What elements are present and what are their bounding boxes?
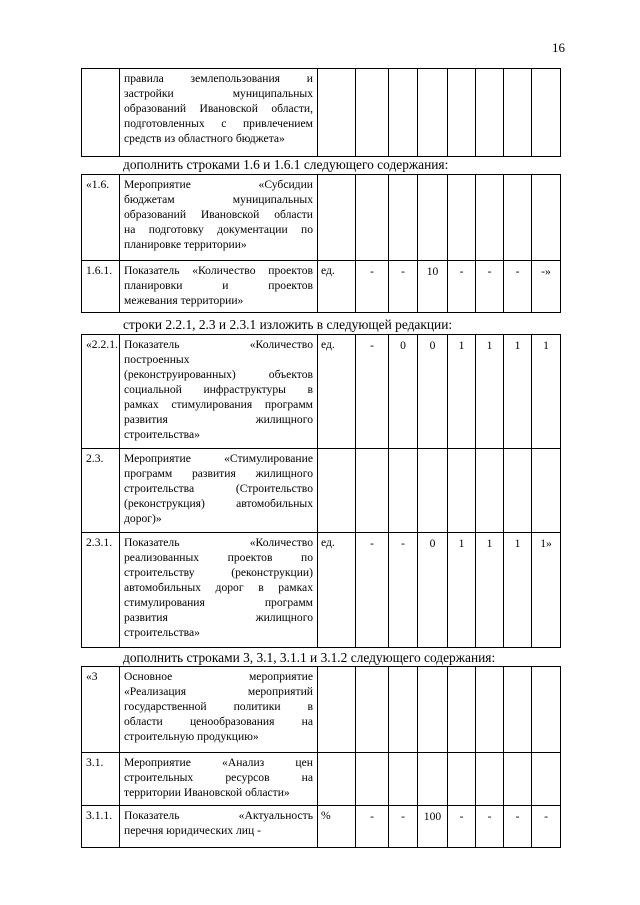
value-cell bbox=[448, 667, 476, 753]
unit-cell bbox=[318, 667, 356, 753]
value-cell: - bbox=[389, 533, 418, 648]
table-row bbox=[82, 69, 561, 157]
description-line: государственной политики в bbox=[124, 700, 313, 713]
row-description bbox=[120, 335, 318, 449]
heading-add-rows-3: дополнить строками 3, 3.1, 3.1.1 и 3.1.2 следующего содержания: bbox=[123, 650, 496, 665]
row-number: 3.1.1. bbox=[82, 806, 120, 848]
row-number bbox=[82, 69, 120, 157]
value-cell bbox=[532, 667, 561, 753]
heading-replace-rows-2: строки 2.2.1, 2.3 и 2.3.1 изложить в следующей редакции: bbox=[123, 317, 453, 332]
value-cell bbox=[532, 69, 561, 157]
value-cell bbox=[504, 175, 532, 261]
unit-cell: ед. bbox=[318, 335, 356, 449]
row-number: 3.1. bbox=[82, 753, 120, 806]
description-line: «Реализация мероприятий bbox=[124, 685, 313, 698]
value-cell: 1 bbox=[504, 335, 532, 449]
row-number: 1.6.1. bbox=[82, 261, 120, 313]
unit-cell: ед. bbox=[318, 261, 356, 313]
value-cell bbox=[504, 449, 532, 533]
table-row bbox=[82, 753, 561, 806]
value-cell: 1» bbox=[532, 533, 561, 648]
value-cell: 0 bbox=[389, 335, 418, 449]
description-line: территории Ивановской области» bbox=[124, 786, 290, 799]
description-line: Мероприятие «Субсидии bbox=[124, 178, 313, 191]
value-cell: 1 bbox=[476, 335, 504, 449]
description-line: бюджетам муниципальных bbox=[124, 193, 313, 206]
description-line: Основное мероприятие bbox=[124, 670, 313, 683]
value-cell: 0 bbox=[418, 533, 448, 648]
row-description bbox=[120, 261, 318, 313]
description-line: образований Ивановской области, bbox=[124, 102, 313, 115]
table-row bbox=[82, 806, 561, 848]
description-line: межевания территории» bbox=[124, 294, 244, 307]
value-cell: 10 bbox=[418, 261, 448, 313]
value-cell bbox=[532, 449, 561, 533]
unit-cell bbox=[318, 175, 356, 261]
value-cell bbox=[476, 753, 504, 806]
row-description bbox=[120, 753, 318, 806]
table-row bbox=[82, 335, 561, 449]
value-cell bbox=[356, 449, 389, 533]
description-line: Показатель «Количество проектов bbox=[124, 264, 313, 277]
value-cell: - bbox=[504, 261, 532, 313]
description-line: строительства» bbox=[124, 428, 200, 441]
row-description bbox=[120, 806, 318, 848]
value-cell: 1 bbox=[448, 533, 476, 648]
unit-cell: % bbox=[318, 806, 356, 848]
description-line: программ развития жилищного bbox=[124, 467, 313, 480]
table-row bbox=[82, 533, 561, 648]
description-line: социальной инфраструктуры в bbox=[124, 383, 313, 396]
value-cell: - bbox=[476, 806, 504, 848]
description-line: перечня юридических лиц - bbox=[124, 824, 261, 837]
description-line: строительную продукцию» bbox=[124, 730, 259, 743]
value-cell bbox=[476, 449, 504, 533]
row-description bbox=[120, 69, 318, 157]
value-cell bbox=[389, 449, 418, 533]
value-cell bbox=[418, 753, 448, 806]
value-cell bbox=[356, 69, 389, 157]
value-cell bbox=[389, 667, 418, 753]
value-cell bbox=[418, 449, 448, 533]
row-description bbox=[120, 175, 318, 261]
table-row bbox=[82, 261, 561, 313]
value-cell bbox=[532, 753, 561, 806]
value-cell: - bbox=[504, 806, 532, 848]
value-cell: - bbox=[356, 335, 389, 449]
unit-cell bbox=[318, 753, 356, 806]
value-cell: - bbox=[356, 806, 389, 848]
value-cell bbox=[418, 667, 448, 753]
description-line: на подготовку документации по bbox=[124, 223, 313, 236]
table-section-3 bbox=[81, 334, 561, 648]
row-number: «1.6. bbox=[82, 175, 120, 261]
description-line: планировки и проектов bbox=[124, 279, 313, 292]
description-line: построенных bbox=[124, 353, 190, 366]
description-line: области ценообразования на bbox=[124, 715, 313, 728]
row-description bbox=[120, 533, 318, 648]
description-line: автомобильных дорог в рамках bbox=[124, 581, 313, 594]
table-section-4 bbox=[81, 666, 561, 848]
value-cell bbox=[504, 69, 532, 157]
value-cell bbox=[476, 175, 504, 261]
value-cell: - bbox=[389, 261, 418, 313]
description-line: (реконструкция) автомобильных bbox=[124, 497, 313, 510]
description-line: средств из областного бюджета» bbox=[124, 132, 285, 145]
value-cell: 1 bbox=[532, 335, 561, 449]
value-cell bbox=[418, 175, 448, 261]
table-row bbox=[82, 667, 561, 753]
unit-cell: ед. bbox=[318, 533, 356, 648]
value-cell bbox=[504, 753, 532, 806]
value-cell bbox=[448, 175, 476, 261]
heading-add-rows-1-6: дополнить строками 1.6 и 1.6.1 следующего содержания: bbox=[123, 157, 449, 172]
description-line: развития жилищного bbox=[124, 611, 313, 624]
row-number: «3 bbox=[82, 667, 120, 753]
value-cell bbox=[389, 753, 418, 806]
row-number: 2.3. bbox=[82, 449, 120, 533]
value-cell: - bbox=[476, 261, 504, 313]
page-number: 16 bbox=[552, 40, 565, 55]
description-line: планировке территории» bbox=[124, 238, 247, 251]
value-cell bbox=[448, 69, 476, 157]
value-cell bbox=[448, 449, 476, 533]
value-cell: 1 bbox=[476, 533, 504, 648]
description-line: Показатель «Количество bbox=[124, 338, 313, 351]
value-cell: 0 bbox=[418, 335, 448, 449]
value-cell bbox=[448, 753, 476, 806]
value-cell bbox=[356, 175, 389, 261]
description-line: Мероприятие «Анализ цен bbox=[124, 756, 313, 769]
description-line: правила землепользования и bbox=[124, 72, 313, 85]
value-cell: 1 bbox=[504, 533, 532, 648]
description-line: (реконструированных) объектов bbox=[124, 368, 313, 381]
description-line: рамках стимулирования программ bbox=[124, 398, 313, 411]
description-line: реализованных проектов по bbox=[124, 551, 313, 564]
value-cell bbox=[476, 667, 504, 753]
value-cell: 1 bbox=[448, 335, 476, 449]
description-line: дорог)» bbox=[124, 512, 162, 525]
description-line: стимулирования программ bbox=[124, 596, 313, 609]
value-cell bbox=[389, 69, 418, 157]
value-cell: - bbox=[532, 806, 561, 848]
value-cell bbox=[504, 667, 532, 753]
value-cell bbox=[389, 175, 418, 261]
value-cell bbox=[356, 667, 389, 753]
description-line: развития жилищного bbox=[124, 413, 313, 426]
row-number: 2.3.1. bbox=[82, 533, 120, 648]
description-line: Показатель «Актуальность bbox=[124, 809, 313, 822]
unit-cell bbox=[318, 69, 356, 157]
description-line: подготовленных с привлечением bbox=[124, 117, 313, 130]
value-cell bbox=[532, 175, 561, 261]
value-cell: - bbox=[448, 261, 476, 313]
value-cell: 100 bbox=[418, 806, 448, 848]
value-cell: - bbox=[389, 806, 418, 848]
value-cell: -» bbox=[532, 261, 561, 313]
value-cell bbox=[418, 69, 448, 157]
description-line: Показатель «Количество bbox=[124, 536, 313, 549]
value-cell: - bbox=[356, 533, 389, 648]
row-description bbox=[120, 449, 318, 533]
description-line: строительства (Строительство bbox=[124, 482, 313, 495]
value-cell bbox=[356, 753, 389, 806]
row-description bbox=[120, 667, 318, 753]
value-cell: - bbox=[356, 261, 389, 313]
unit-cell bbox=[318, 449, 356, 533]
description-line: Мероприятие «Стимулирование bbox=[124, 452, 313, 465]
table-row bbox=[82, 175, 561, 261]
description-line: образований Ивановской области bbox=[124, 208, 313, 221]
row-number: «2.2.1. bbox=[82, 335, 120, 449]
value-cell: - bbox=[448, 806, 476, 848]
description-line: застройки муниципальных bbox=[124, 87, 313, 100]
description-line: строительству (реконструкции) bbox=[124, 566, 313, 579]
description-line: строительства» bbox=[124, 626, 200, 639]
table-section-1 bbox=[81, 68, 561, 157]
description-line: строительных ресурсов на bbox=[124, 771, 313, 784]
table-row bbox=[82, 449, 561, 533]
value-cell bbox=[476, 69, 504, 157]
table-section-2 bbox=[81, 174, 561, 313]
